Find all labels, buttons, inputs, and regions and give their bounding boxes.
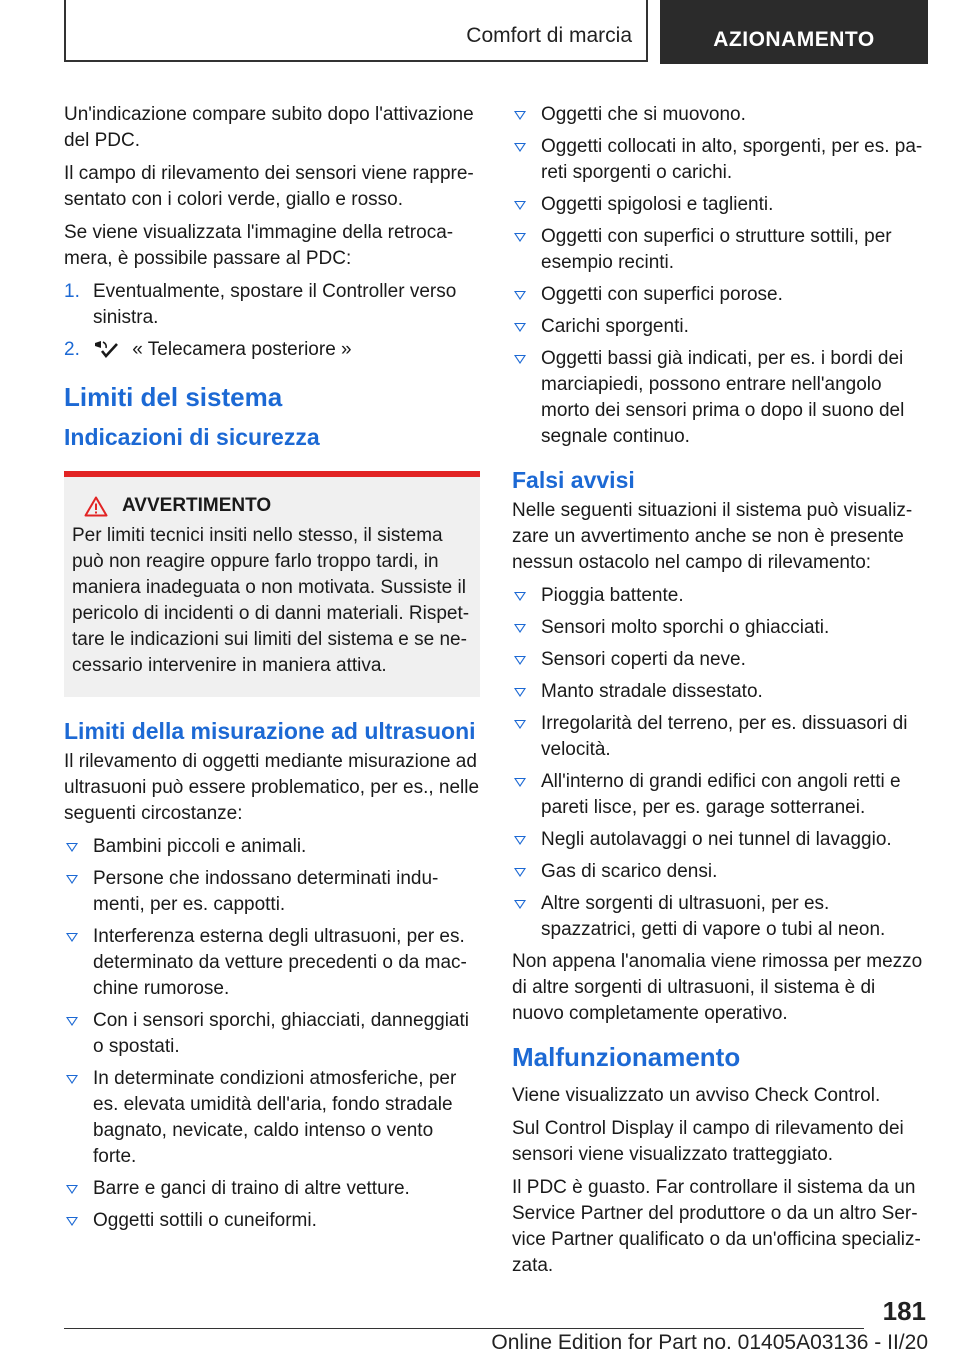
warning-header: [84, 493, 472, 519]
triangle-bullet-icon: [514, 592, 526, 601]
triangle-bullet-icon: [514, 111, 526, 120]
list-item: [512, 827, 928, 853]
left-column: [64, 102, 480, 1240]
step-item: [64, 279, 480, 331]
triangle-bullet-icon: [514, 720, 526, 729]
list-item-text: Carichi sporgenti.: [541, 316, 689, 337]
triangle-bullet-icon: [514, 355, 526, 364]
triangle-bullet-icon: [514, 688, 526, 697]
triangle-bullet-icon: [514, 233, 526, 242]
list-item-text: Con i sensori sporchi, ghiacciati, danneggiati o spostati.: [93, 1010, 469, 1057]
triangle-bullet-icon: [514, 624, 526, 633]
warning-title: AVVERTIMENTO: [122, 495, 272, 516]
list-item-text: Oggetti collocati in alto, sporgenti, per es. pa-reti sporgenti o carichi.: [541, 136, 923, 183]
step-number: 2.: [64, 339, 80, 360]
list-item: [512, 615, 928, 641]
list-item-text: Persone che indossano determinati indu-menti, per es. cappotti.: [93, 868, 439, 915]
list-item: [512, 102, 928, 128]
paragraph: Viene visualizzato un avviso Check Control.: [512, 1085, 881, 1106]
list-item-text: Manto stradale dissestato.: [541, 681, 763, 702]
section-tab: [64, 0, 648, 62]
section-heading: Malfunzionamento: [512, 1042, 741, 1072]
list-item: [512, 583, 928, 609]
steps-list: [64, 279, 480, 367]
section-heading: Limiti del sistema: [64, 382, 283, 412]
footer-divider: [64, 1328, 864, 1329]
list-item: [512, 859, 928, 885]
list-item-text: Oggetti bassi già indicati, per es. i bordi dei marciapiedi, possono entrare nell'angolo morto dei sensori prima o dopo il suono del segnale continuo.: [541, 348, 905, 447]
list-item: [64, 1008, 480, 1060]
list-item-text: Barre e ganci di traino di altre vetture.: [93, 1178, 410, 1199]
warning-box: [64, 471, 480, 697]
list-item-text: Oggetti con superfici porose.: [541, 284, 783, 305]
triangle-bullet-icon: [66, 933, 78, 942]
list-item: [64, 834, 480, 860]
list-item: [512, 711, 928, 763]
list-item-text: Altre sorgenti di ultrasuoni, per es. spazzatrici, getti di vapore o tubi al neon.: [541, 893, 886, 940]
list-item: [512, 891, 928, 943]
paragraph: Il campo di rilevamento dei sensori viene rappre-sentato con i colori verde, giallo e rosso.: [64, 163, 474, 210]
list-item: [512, 224, 928, 276]
list-item: [64, 924, 480, 1002]
list-item-text: All'interno di grandi edifici con angoli retti e pareti lisce, per es. garage sotterranei.: [541, 771, 901, 818]
list-item: [64, 1208, 480, 1234]
triangle-bullet-icon: [514, 656, 526, 665]
list-item-text: Sensori coperti da neve.: [541, 649, 746, 670]
triangle-bullet-icon: [66, 1185, 78, 1194]
rear-camera-icon: [93, 339, 119, 367]
list-item: [64, 1066, 480, 1170]
bullet-list: [64, 834, 480, 1234]
bullet-list: [512, 583, 928, 943]
triangle-bullet-icon: [514, 836, 526, 845]
list-item-text: Oggetti con superfici o strutture sottili, per esempio recinti.: [541, 226, 892, 273]
list-item-text: In determinate condizioni atmosferiche, per es. elevata umidità dell'aria, fondo stradale bagnato, nevicate, caldo intenso o vento forte.: [93, 1068, 457, 1167]
step-text: Eventualmente, spostare il Controller verso sinistra.: [93, 281, 457, 328]
paragraph: Sul Control Display il campo di rilevamento dei sensori viene visualizzato tratteggiato.: [512, 1118, 904, 1165]
subsection-heading: Limiti della misurazione ad ultrasuoni: [64, 718, 476, 744]
paragraph: Se viene visualizzata l'immagine della retroca-mera, è possibile passare al PDC:: [64, 222, 454, 269]
triangle-bullet-icon: [514, 201, 526, 210]
paragraph: Il rilevamento di oggetti mediante misurazione ad ultrasuoni può essere problematico, per es., nelle seguenti circostanze:: [64, 751, 480, 824]
list-item-text: Negli autolavaggi o nei tunnel di lavaggio.: [541, 829, 892, 850]
triangle-bullet-icon: [66, 843, 78, 852]
triangle-bullet-icon: [66, 1217, 78, 1226]
list-item-text: Interferenza esterna degli ultrasuoni, per es. determinato da vetture precedenti o da mac-chine rumorose.: [93, 926, 467, 999]
step-number: 1.: [64, 281, 80, 302]
warning-triangle-icon: [84, 496, 108, 517]
list-item: [512, 647, 928, 673]
paragraph: Il PDC è guasto. Far controllare il sistema da un Service Partner del produttore o da un altro Ser-vice Partner qualificato o da un'officina specializ-zata.: [512, 1177, 921, 1276]
triangle-bullet-icon: [66, 1017, 78, 1026]
subsection-heading: Indicazioni di sicurezza: [64, 424, 320, 450]
page-header: [64, 0, 928, 66]
footer-edition: Online Edition for Part no. 01405A03136 - II/20: [491, 1331, 928, 1354]
chapter-title: AZIONAMENTO: [713, 28, 875, 51]
right-column: [512, 102, 928, 1286]
list-item: [64, 866, 480, 918]
paragraph: Non appena l'anomalia viene rimossa per mezzo di altre sorgenti di ultrasuoni, il sistema è di nuovo completamente operativo.: [512, 951, 923, 1024]
triangle-bullet-icon: [66, 1075, 78, 1084]
list-item: [512, 346, 928, 450]
list-item-text: Irregolarità del terreno, per es. dissuasori di velocità.: [541, 713, 908, 760]
chapter-tab: [660, 0, 928, 64]
triangle-bullet-icon: [514, 323, 526, 332]
list-item: [512, 679, 928, 705]
triangle-bullet-icon: [514, 143, 526, 152]
list-item-text: Pioggia battente.: [541, 585, 684, 606]
step-item: [64, 337, 480, 367]
list-item: [512, 134, 928, 186]
bullet-list: [512, 102, 928, 450]
list-item-text: Oggetti che si muovono.: [541, 104, 746, 125]
list-item-text: Sensori molto sporchi o ghiacciati.: [541, 617, 830, 638]
paragraph: Nelle seguenti situazioni il sistema può visualiz-zare un avvertimento anche se non è presente nessun ostacolo nel campo di rilevamento:: [512, 500, 913, 573]
triangle-bullet-icon: [514, 868, 526, 877]
page-number: 181: [882, 1296, 926, 1326]
list-item: [64, 1176, 480, 1202]
list-item: [512, 282, 928, 308]
triangle-bullet-icon: [514, 778, 526, 787]
triangle-bullet-icon: [514, 291, 526, 300]
list-item-text: Gas di scarico densi.: [541, 861, 718, 882]
list-item-text: Bambini piccoli e animali.: [93, 836, 307, 857]
list-item-text: Oggetti spigolosi e taglienti.: [541, 194, 774, 215]
list-item: [512, 314, 928, 340]
section-title: Comfort di marcia: [466, 24, 632, 47]
triangle-bullet-icon: [514, 900, 526, 909]
subsection-heading: Falsi avvisi: [512, 467, 635, 493]
list-item: [512, 769, 928, 821]
triangle-bullet-icon: [66, 875, 78, 884]
list-item-text: Oggetti sottili o cuneiformi.: [93, 1210, 317, 1231]
step-text: « Telecamera posteriore »: [132, 339, 352, 360]
paragraph: Un'indicazione compare subito dopo l'attivazione del PDC.: [64, 104, 474, 151]
list-item: [512, 192, 928, 218]
warning-text: Per limiti tecnici insiti nello stesso, il sistema può non reagire oppure farlo troppo tardi, in maniera inadeguata o non motivata. Sussiste il pericolo di incidenti o di danni materiali. Rispet-tare le indicazioni sui limiti del sistema e se ne-cessario intervenire in maniera attiva.: [72, 525, 470, 676]
